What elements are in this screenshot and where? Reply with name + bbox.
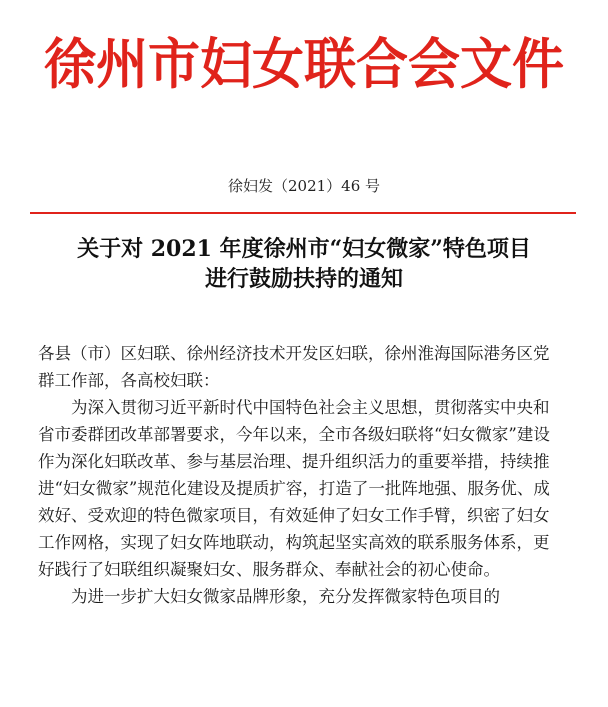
- notice-title-line-2: 进行鼓励扶持的通知: [204, 266, 403, 292]
- document-number: 徐妇发（2021）46 号: [227, 177, 381, 195]
- addressee: 各县（市）区妇联、徐州经济技术开发区妇联，徐州淮海国际港务区党群工作部，各高校妇联：: [38, 344, 550, 390]
- body-paragraph-2: 为进一步扩大妇女微家品牌形象，充分发挥微家特色项目的: [71, 587, 500, 606]
- red-divider-line: [30, 212, 576, 214]
- notice-body: [38, 340, 558, 610]
- notice-title-line-1: 关于对 2021 年度徐州市“妇女微家”特色项目: [77, 236, 531, 262]
- masthead-title: 徐州市妇女联合会文件: [43, 33, 564, 97]
- body-paragraph-1: 为深入贯彻习近平新时代中国特色社会主义思想，贯彻落实中央和省市委群团改革部署要求，今年以来，全市各级妇联将“妇女微家”建设作为深化妇联改革、参与基层治理、提升组织活力的重要举措，持续推进“妇女微家”规范化建设及提质扩容，打造了一批阵地强、服务优、成效好、受欢迎的特色微家项目，有效延伸了妇女工作手臂，织密了妇女工作网格，实现了妇女阵地联动，构筑起坚实高效的联系服务体系，更好践行了妇联组织凝聚妇女、服务群众、奉献社会的初心使命。: [38, 398, 550, 579]
- notice-title: [20, 234, 588, 294]
